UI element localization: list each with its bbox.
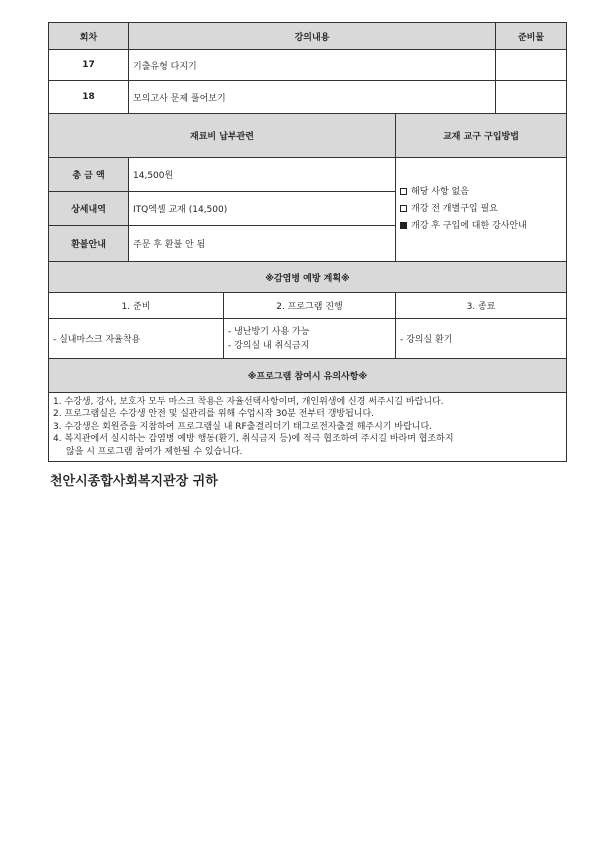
end-detail: - 강의실 환기 <box>396 319 567 359</box>
prep-cell <box>496 81 567 114</box>
stage-progress: 2. 프로그램 진행 <box>224 293 396 319</box>
refund-value: 주문 후 환불 안 됨 <box>129 226 396 262</box>
note-item: 않을 시 프로그램 참여가 제한될 수 있습니다. <box>66 446 243 457</box>
content-header: 강의내용 <box>129 23 496 50</box>
infection-title: ※감염병 예방 계획※ <box>49 262 567 293</box>
session-number: 18 <box>49 81 129 114</box>
session-header: 회차 <box>49 23 129 50</box>
purchase-option: 해당 사항 없음 <box>400 184 562 201</box>
progress-item: - 냉난방기 사용 가능 <box>228 326 310 337</box>
progress-item: - 강의실 내 취식금지 <box>228 340 310 351</box>
notes-title: ※프로그램 참여시 유의사항※ <box>49 359 567 393</box>
note-item: 3. 수강생은 회원증을 지참하여 프로그램실 내 RF출결리더기 태그로전자출결 해주시기 바랍니다. <box>53 421 432 432</box>
checkbox-filled-icon <box>400 222 407 229</box>
stage-prepare: 1. 준비 <box>49 293 224 319</box>
purchase-header: 교재 교구 구입방법 <box>396 114 567 158</box>
note-item: 1. 수강생, 강사, 보호자 모두 마스크 착용은 자율선택사항이며, 개인위생에 신경 써주시길 바랍니다. <box>53 396 444 407</box>
stage-end: 3. 종료 <box>396 293 567 319</box>
fee-header: 재료비 납부관련 <box>49 114 396 158</box>
note-item: 2. 프로그램실은 수강생 안전 및 실관리를 위해 수업시작 30분 전부터 갱방됩니다. <box>53 409 375 420</box>
prep-header: 준비물 <box>496 23 567 50</box>
prep-cell <box>496 50 567 81</box>
checkbox-empty-icon <box>400 205 407 212</box>
purchase-option: 개강 전 개별구입 필요 <box>400 201 562 218</box>
total-value: 14,500원 <box>129 158 396 192</box>
progress-detail <box>224 319 396 359</box>
signature-line: 천안시종합사회복지관장 귀하 <box>50 474 218 489</box>
note-item: 4. 복지관에서 실시하는 감염병 예방 행동(환기, 취식금지 등)에 적극 협조하여 주시길 바라며 협조하지 <box>53 434 454 445</box>
purchase-options <box>396 158 567 262</box>
notes-list <box>49 393 567 462</box>
total-label: 총 금 액 <box>49 158 129 192</box>
refund-label: 환불안내 <box>49 226 129 262</box>
lecture-content: 모의고사 문제 풀어보기 <box>129 81 496 114</box>
checkbox-empty-icon <box>400 188 407 195</box>
detail-label: 상세내역 <box>49 192 129 226</box>
lecture-content: 기출유형 다지기 <box>129 50 496 81</box>
session-number: 17 <box>49 50 129 81</box>
prepare-detail: - 실내마스크 자율착용 <box>49 319 224 359</box>
purchase-option: 개강 후 구입에 대한 강사안내 <box>400 218 562 235</box>
program-document-table <box>48 22 567 462</box>
detail-value: ITQ엑셀 교재 (14,500) <box>129 192 396 226</box>
